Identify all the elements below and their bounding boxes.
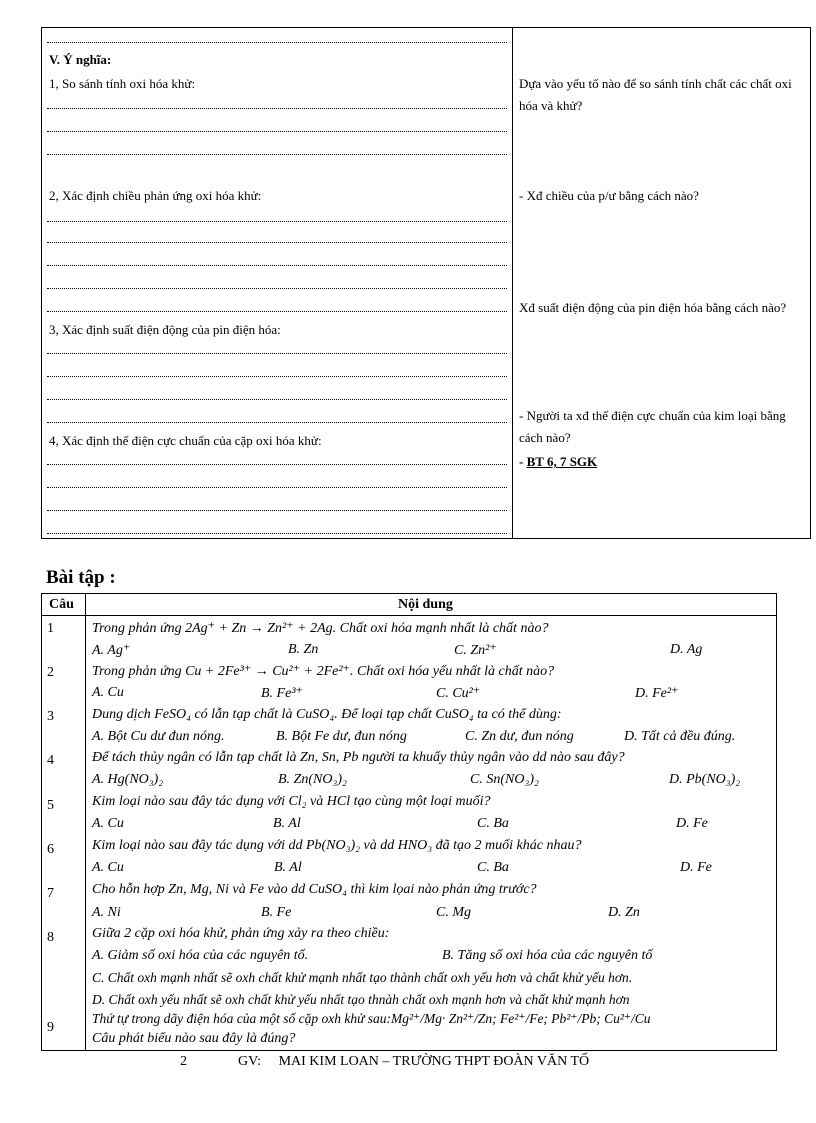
q2-option-d: D. Fe²⁺: [635, 686, 679, 701]
col-header-cau: Câu: [49, 597, 74, 612]
dotted-line: [47, 288, 507, 289]
section-title: V. Ý nghĩa:: [49, 52, 112, 67]
q5-option-c: C. Ba: [477, 816, 509, 831]
note-emf: Xđ suất điện động của pin điện hóa bằng cách nào?: [519, 300, 787, 315]
q9-text: Thứ tự trong dãy điện hóa của một số cặp oxh khử sau:Mg²⁺/Mg· Zn²⁺/Zn; Fe²⁺/Fe; Pb²⁺/Pb; Cu²⁺/Cu: [92, 1011, 651, 1026]
exercises-title: Bài tập :: [46, 567, 116, 588]
dotted-line: [47, 533, 507, 534]
q7-option-c: C. Mg: [436, 905, 471, 920]
item-standard-potential: 4, Xác định thế điện cực chuẩn của cặp oxi hóa khử:: [49, 433, 322, 448]
note-homework-prefix: -: [519, 454, 527, 469]
q4-option-b: B. Zn(NO₃)₂: [278, 772, 347, 787]
q5-option-d: D. Fe: [676, 816, 708, 831]
q6-option-a: A. Cu: [92, 860, 124, 875]
q6-option-b: B. Al: [274, 860, 302, 875]
dotted-line: [47, 311, 507, 312]
dotted-line: [47, 42, 507, 43]
q7-number: 7: [47, 886, 54, 901]
q8-option-d: D. Chất oxh yếu nhất sẽ oxh chất khử yếu nhất tạo thnàh chất oxh mạnh hơn và chất khử mạnh hơn: [92, 992, 630, 1007]
q7-text: Cho hỗn hợp Zn, Mg, Ni và Fe vào dd CuSO₄ thì kim lọai nào phản ứng trước?: [92, 882, 537, 897]
q2-option-a: A. Cu: [92, 685, 124, 700]
note-homework: [519, 451, 799, 473]
dotted-line: [47, 399, 507, 400]
page-footer: [180, 1054, 589, 1070]
q8-option-b: B. Tăng số oxi hóa của các nguyên tố: [442, 948, 653, 963]
q6-option-d: D. Fe: [680, 860, 712, 875]
note-potential: - Người ta xđ thế điện cực chuẩn của kim loại bằng cách nào?: [519, 408, 786, 445]
q2-number: 2: [47, 665, 54, 680]
column-divider: [512, 28, 513, 538]
q1-option-a: A. Ag⁺: [92, 643, 131, 658]
q2-text: Trong phản ứng Cu + 2Fe³⁺ → Cu²⁺ + 2Fe²⁺. Chất oxi hóa yếu nhất là chất nào?: [92, 664, 555, 679]
note-homework-link: BT 6, 7 SGK: [526, 454, 598, 469]
q1-option-b: B. Zn: [288, 642, 319, 657]
q6-text: Kim loại nào sau đây tác dụng với dd Pb(NO₃)₂ và dd HNO₃ đã tạo 2 muối khác nhau?: [92, 838, 582, 853]
q8-option-c: C. Chất oxh mạnh nhất sẽ oxh chất khử mạnh nhất tạo thành chất oxh yếu hơn và chất khử yếu hơn.: [92, 970, 633, 985]
q1-text: Trong phản ứng 2Ag⁺ + Zn → Zn²⁺ + 2Ag. Chất oxi hóa mạnh nhất là chất nào?: [92, 621, 549, 636]
header-divider: [42, 615, 776, 616]
q7-option-a: A. Ni: [92, 905, 121, 920]
dotted-line: [47, 242, 507, 243]
q4-number: 4: [47, 753, 54, 768]
q7-option-d: D. Zn: [608, 905, 640, 920]
q6-number: 6: [47, 842, 54, 857]
q3-option-b: B. Bột Fe dư, đun nóng: [276, 729, 407, 744]
q3-option-a: A. Bột Cu dư đun nóng.: [92, 729, 225, 744]
q4-option-c: C. Sn(NO₃)₂: [470, 772, 539, 787]
q5-number: 5: [47, 798, 54, 813]
q1-option-d: D. Ag: [670, 642, 703, 657]
dotted-line: [47, 422, 507, 423]
dotted-line: [47, 510, 507, 511]
q5-option-a: A. Cu: [92, 816, 124, 831]
item-compare-oxidation: 1, So sánh tính oxi hóa khử:: [49, 76, 196, 91]
q8-text: Giữa 2 cặp oxi hóa khử, phản ứng xảy ra theo chiều:: [92, 926, 390, 941]
note-compare: Dựa vào yếu tố nào để so sánh tính chất các chất oxi hóa và khử?: [519, 76, 792, 113]
q9-number: 9: [47, 1020, 54, 1035]
q1-number: 1: [47, 621, 54, 636]
dotted-line: [47, 131, 507, 132]
q2-option-c: C. Cu²⁺: [436, 686, 481, 701]
q4-text: Để tách thủy ngân có lẫn tạp chất là Zn, Sn, Pb người ta khuấy thủy ngân vào dd nào sau đây?: [92, 750, 625, 765]
item-reaction-direction: 2, Xác định chiều phản ứng oxi hóa khử:: [49, 188, 262, 203]
column-divider: [85, 594, 86, 1050]
q8-number: 8: [47, 930, 54, 945]
dotted-line: [47, 154, 507, 155]
meaning-table: [41, 27, 811, 539]
exercises-table: [41, 593, 777, 1051]
q3-number: 3: [47, 709, 54, 724]
dotted-line: [47, 265, 507, 266]
q3-option-c: C. Zn dư, đun nóng: [465, 729, 574, 744]
q1-option-c: C. Zn²⁺: [454, 643, 497, 658]
q6-option-c: C. Ba: [477, 860, 509, 875]
teacher-school: GV: MAI KIM LOAN – TRƯỜNG THPT ĐOÀN VĂN TỐ: [238, 1054, 590, 1069]
item-emf: 3, Xác định suất điện động của pin điện hóa:: [49, 322, 281, 337]
q8-option-a: A. Giảm số oxi hóa của các nguyên tố.: [92, 948, 309, 963]
q2-option-b: B. Fe³⁺: [261, 686, 303, 701]
dotted-line: [47, 464, 507, 465]
dotted-line: [47, 353, 507, 354]
note-direction: - Xđ chiều của p/ư bằng cách nào?: [519, 188, 699, 203]
page-number: 2: [180, 1054, 187, 1069]
q9-question: Câu phát biểu nào sau đây là đúng?: [92, 1031, 296, 1046]
dotted-line: [47, 108, 507, 109]
dotted-line: [47, 376, 507, 377]
q7-option-b: B. Fe: [261, 905, 292, 920]
dotted-line: [47, 221, 507, 222]
q5-option-b: B. Al: [273, 816, 301, 831]
q4-option-a: A. Hg(NO₃)₂: [92, 772, 164, 787]
col-header-content: Nội dung: [398, 597, 453, 612]
dotted-line: [47, 487, 507, 488]
q4-option-d: D. Pb(NO₃)₂: [669, 772, 741, 787]
q3-option-d: D. Tất cả đều đúng.: [624, 729, 736, 744]
q5-text: Kim loại nào sau đây tác dụng với Cl₂ và HCl tạo cùng một loại muối?: [92, 794, 491, 809]
q3-text: Dung dịch FeSO₄ có lẫn tạp chất là CuSO₄. Để loại tạp chất CuSO₄ ta có thể dùng:: [92, 707, 562, 722]
